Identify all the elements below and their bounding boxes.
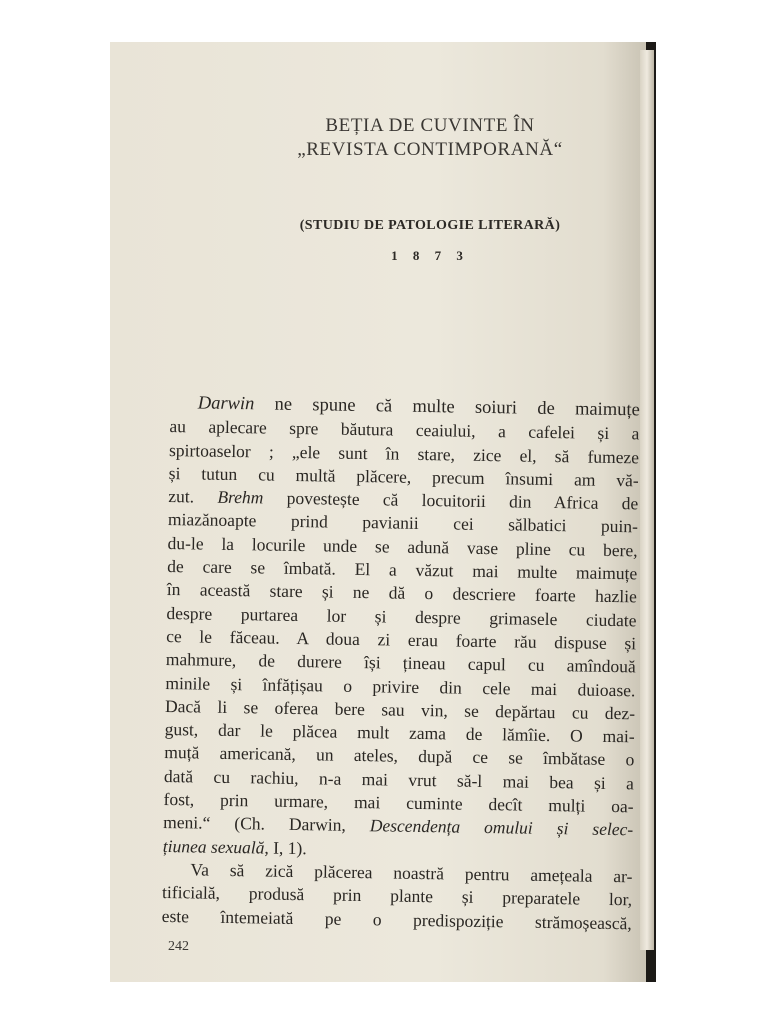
body-text [162, 392, 640, 935]
text-line-3: spirtoaselor ; „ele sunt în stare, zice el, să fumeze [168, 439, 640, 467]
text-line-18: fost, prin urmare, mai cuminte decît mulți oa- [163, 788, 634, 817]
page-number: 242 [168, 939, 189, 954]
text-line-11: ce le făceau. A doua zi erau foarte rău dispuse și [166, 625, 637, 654]
text-line-16: muță americană, un ateles, după ce se îmbătase o [164, 742, 635, 770]
text-line-13: minile și înfățișau o privire din cele mai duioase. [165, 672, 636, 700]
text-line-21: Va să zică plăcerea noastră pentru amețeala ar- [190, 859, 633, 887]
chapter-title-line-2: „REVISTA CONTIMPORANĂ“ [297, 139, 563, 160]
text-line-19: meni.“ (Ch. Darwin, Descendența omului și selec- [163, 812, 634, 840]
chapter-title-line-1: BEȚIA DE CUVINTE ÎN [325, 115, 535, 136]
text-line-12: mahmure, de durere își țineau capul cu amîndouă [165, 649, 636, 677]
text-line-6: miazănoapte prind pavianii cei sălbatici puin- [167, 509, 639, 537]
text-line-1: Darwin ne spune că multe soiuri de maimuțe [197, 393, 640, 421]
chapter-subtitle: (STUDIU DE PATOLOGIE LITERARĂ) [299, 218, 561, 233]
text-line-5: zut. Brehm povestește că locuitorii din Africa de [168, 486, 639, 514]
book-page [110, 42, 646, 982]
text-line-4: și tutun cu multă plăcere, precum însumi am vă- [168, 462, 639, 491]
text-line-2: au aplecare spre băutura ceaiului, a cafelei și a [169, 416, 640, 444]
text-line-23: este întemeiată pe o predispoziție strămoșească, [161, 905, 632, 933]
text-line-14: Dacă li se oferea bere sau vin, se depărtau cu dez- [164, 695, 636, 724]
chapter-year: 1 8 7 3 [391, 248, 469, 263]
text-line-22: tificială, produsă prin plante și preparatele lor, [161, 882, 633, 910]
text-line-7: du-le la locurile unde se adună vase pline cu bere, [167, 532, 638, 561]
page-edge [640, 50, 654, 950]
chapter-title [220, 114, 640, 162]
text-line-20: țiunea sexuală, I, 1). [162, 835, 307, 858]
text-line-9: în această stare și ne dă o descriere foarte hazlie [166, 579, 637, 607]
text-line-15: gust, dar le plăcea mult zama de lămîie. O mai- [164, 719, 635, 747]
text-line-8: de care se îmbată. El a văzut mai multe maimuțe [167, 556, 638, 584]
text-line-10: despre purtarea lor și despre grimasele ciudate [166, 602, 637, 631]
text-line-17: dată cu rachiu, n-a mai vrut să-l mai bea și a [163, 765, 635, 794]
